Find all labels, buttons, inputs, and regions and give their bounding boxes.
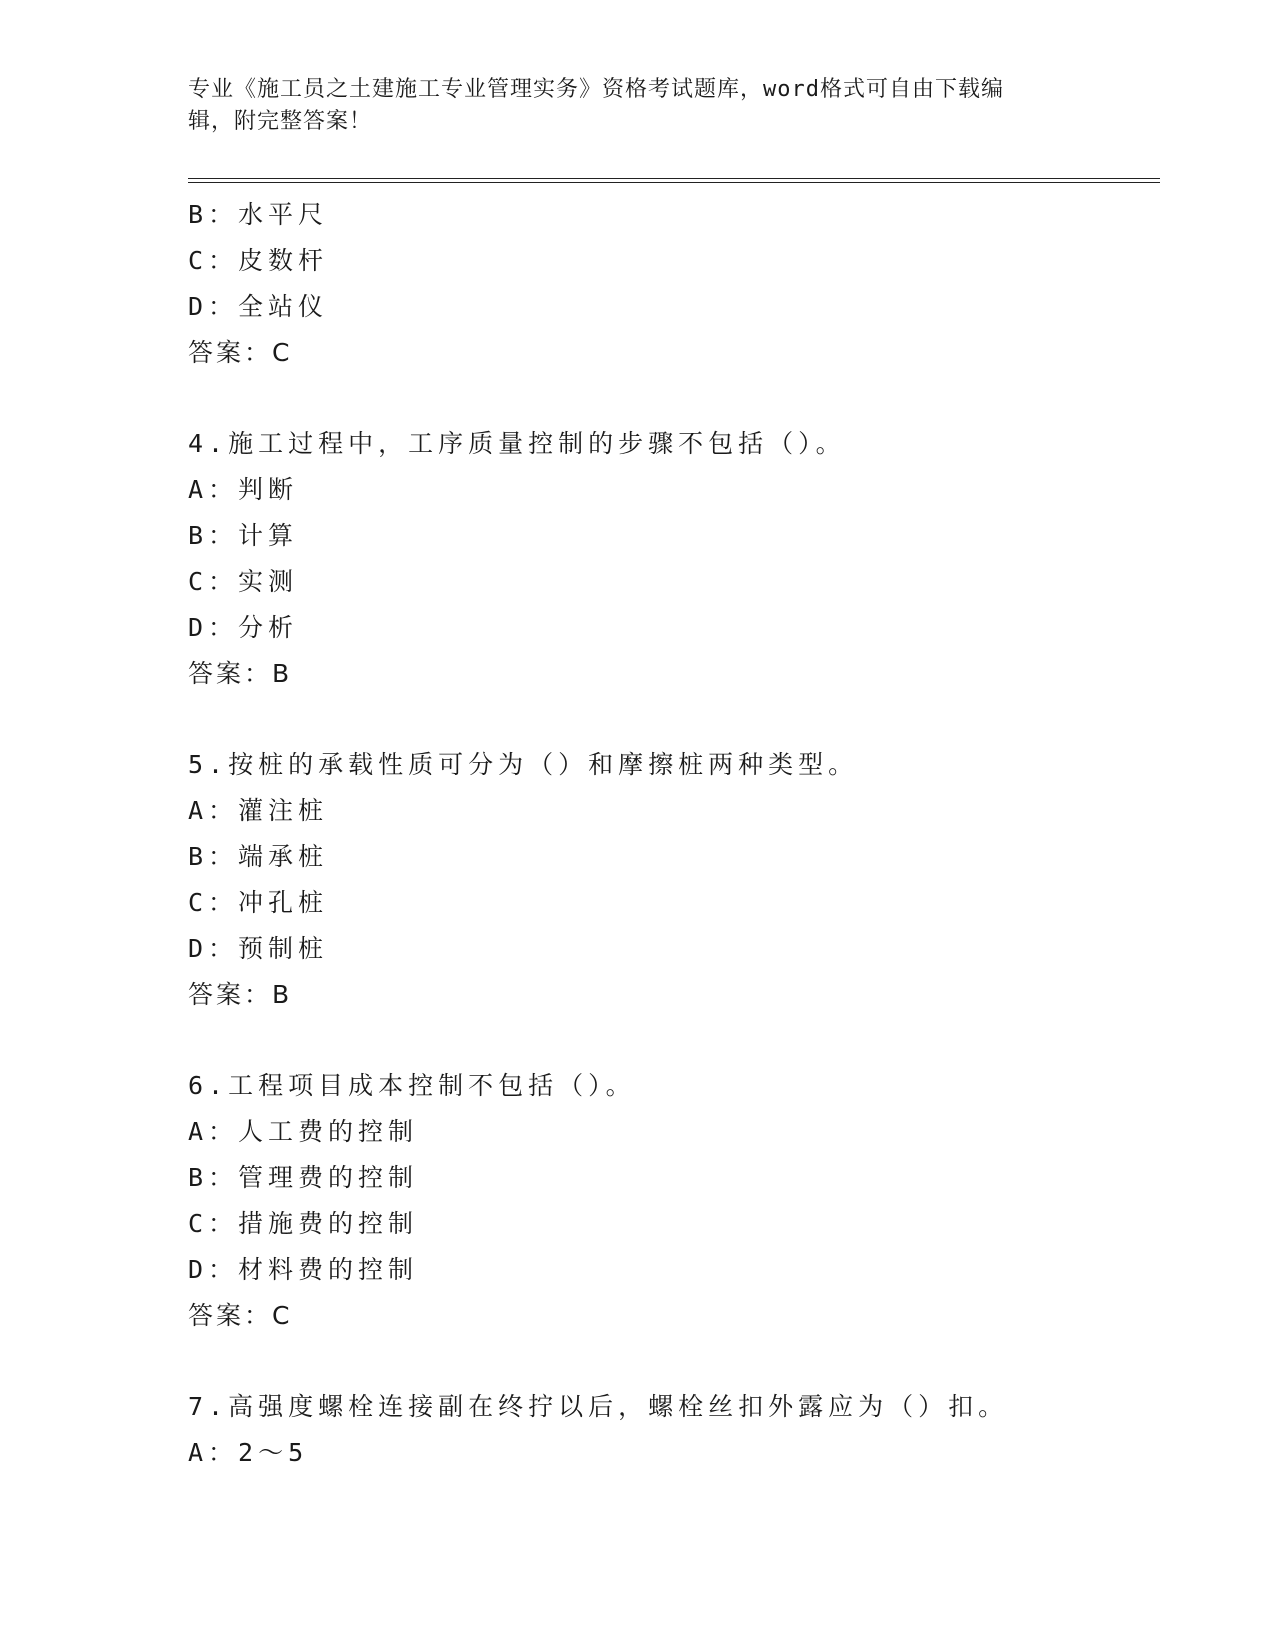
option-b: B：计算 [188,521,299,550]
answer-line: 答案：C [188,1301,293,1330]
header-line-2: 辑，附完整答案！ [188,109,373,134]
document-header [188,74,1088,138]
answer-line: 答案：B [188,980,293,1009]
spacer [188,697,1148,742]
option-d: D：材料费的控制 [188,1255,419,1284]
header-line-1: 专业《施工员之土建施工专业管理实务》资格考试题库，word格式可自由下载编 [188,77,1004,102]
answer-line: 答案：C [188,338,293,367]
question-block-3-partial [188,192,1148,376]
option-d: D：分析 [188,613,299,642]
option-b: B：水平尺 [188,200,329,229]
header-double-rule [188,178,1160,183]
question-block-4 [188,421,1148,697]
question-list [188,192,1148,1476]
option-c: C：措施费的控制 [188,1209,419,1238]
answer-line: 答案：B [188,659,293,688]
option-c: C：皮数杆 [188,246,329,275]
option-a: A：灌注桩 [188,796,329,825]
option-d: D：预制桩 [188,934,329,963]
option-a: A：2～5 [188,1438,309,1467]
option-a: A：判断 [188,475,299,504]
question-stem: 7.高强度螺栓连接副在终拧以后，螺栓丝扣外露应为（）扣。 [188,1392,1009,1421]
question-block-6 [188,1063,1148,1339]
option-d: D：全站仪 [188,292,329,321]
option-a: A：人工费的控制 [188,1117,419,1146]
spacer [188,376,1148,421]
question-block-5 [188,742,1148,1018]
option-c: C：冲孔桩 [188,888,329,917]
option-c: C：实测 [188,567,299,596]
spacer [188,1018,1148,1063]
question-block-7 [188,1384,1148,1476]
option-b: B：管理费的控制 [188,1163,419,1192]
option-b: B：端承桩 [188,842,329,871]
question-stem: 5.按桩的承载性质可分为（）和摩擦桩两种类型。 [188,750,859,779]
question-stem: 4.施工过程中，工序质量控制的步骤不包括（）。 [188,429,846,458]
question-stem: 6.工程项目成本控制不包括（）。 [188,1071,636,1100]
spacer [188,1339,1148,1384]
